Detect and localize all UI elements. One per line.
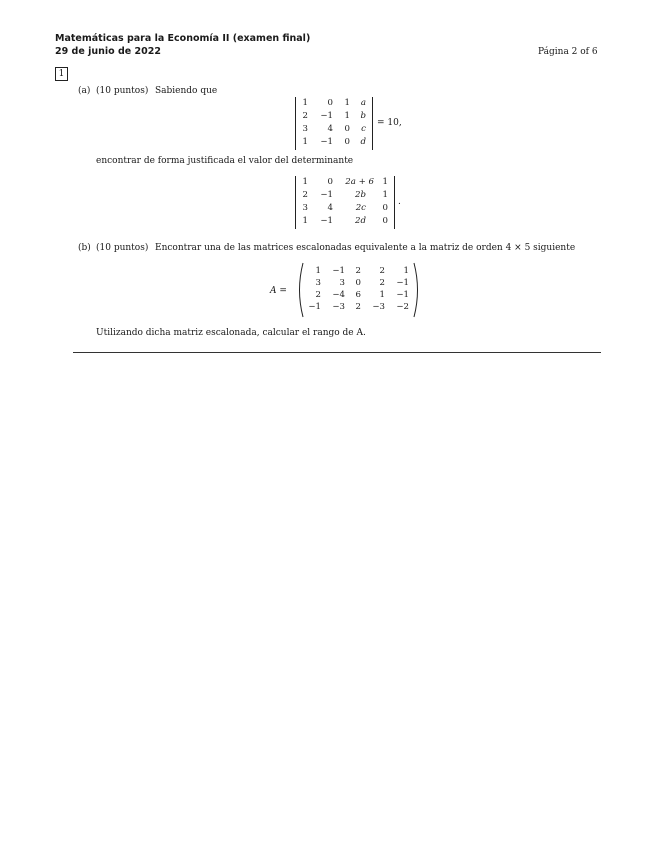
- det1-cell: 4: [327, 124, 333, 134]
- det1-cell: −1: [320, 137, 333, 147]
- part-a-label: (a): [78, 86, 91, 96]
- matrix-cell: 0: [355, 278, 361, 288]
- problem-number-box: 1: [55, 67, 68, 81]
- part-b-label: (b): [78, 243, 91, 253]
- det2-end-period: .: [398, 197, 401, 207]
- det2-cell: 0: [327, 177, 333, 187]
- matrix-cell: 2: [379, 266, 385, 276]
- det2-cell: 2b: [355, 190, 366, 200]
- det2-cell: 2d: [355, 216, 366, 226]
- matrix-right-paren: [412, 262, 422, 318]
- det1-cell: d: [360, 137, 366, 147]
- det1-cell: 0: [344, 124, 350, 134]
- det1-right-bar: [372, 97, 373, 150]
- det2-cell: −1: [320, 216, 333, 226]
- matrix-cell: 3: [339, 278, 345, 288]
- matrix-cell: −1: [396, 278, 409, 288]
- det2-cell: 2c: [355, 203, 366, 213]
- det2-cell: −1: [320, 190, 333, 200]
- det1-left-bar: [295, 97, 296, 150]
- matrix-cell: −1: [332, 266, 345, 276]
- det1-cell: 1: [302, 137, 308, 147]
- part-a-intro: Sabiendo que: [155, 86, 218, 96]
- exam-date: 29 de junio de 2022: [55, 46, 161, 57]
- det1-cell: b: [360, 111, 366, 121]
- det1-cell: 1: [302, 98, 308, 108]
- det2-cell: 1: [302, 216, 308, 226]
- part-b-intro: Encontrar una de las matrices escalonadas equivalente a la matriz de orden 4 × 5 siguiente: [155, 243, 576, 253]
- matrix-cell: 1: [379, 290, 385, 300]
- matrix-cell: −2: [396, 302, 409, 312]
- part-a-middle-text: encontrar de forma justificada el valor del determinante: [96, 156, 354, 166]
- det1-cell: 0: [344, 137, 350, 147]
- matrix-cell: −4: [332, 290, 345, 300]
- page-number: Página 2 of 6: [538, 47, 598, 57]
- det2-cell: 0: [382, 216, 388, 226]
- matrix-cell: −1: [308, 302, 321, 312]
- part-b-closing: Utilizando dicha matriz escalonada, calcular el rango de A.: [96, 328, 366, 338]
- part-b-points: (10 puntos): [96, 243, 149, 253]
- det2-cell: 1: [302, 177, 308, 187]
- det2-left-bar: [295, 176, 296, 229]
- det2-cell: 2a + 6: [345, 177, 374, 187]
- part-a-points: (10 puntos): [96, 86, 149, 96]
- section-divider: [73, 352, 601, 353]
- det2-cell: 4: [327, 203, 333, 213]
- matrix-cell: −3: [372, 302, 385, 312]
- matrix-cell: 2: [355, 302, 361, 312]
- det2-right-bar: [394, 176, 395, 229]
- matrix-cell: 2: [355, 266, 361, 276]
- det1-cell: −1: [320, 111, 333, 121]
- det1-result: = 10,: [377, 118, 402, 128]
- matrix-cell: 3: [315, 278, 321, 288]
- matrix-cell: 2: [379, 278, 385, 288]
- matrix-cell: 6: [355, 290, 361, 300]
- matrix-cell: −3: [332, 302, 345, 312]
- det1-cell: 0: [327, 98, 333, 108]
- det1-cell: 2: [302, 111, 308, 121]
- matrix-name: A =: [270, 286, 287, 296]
- det2-cell: 2: [302, 190, 308, 200]
- matrix-cell: 2: [315, 290, 321, 300]
- det2-cell: 1: [382, 177, 388, 187]
- det1-cell: c: [361, 124, 366, 134]
- matrix-cell: 1: [315, 266, 321, 276]
- det1-cell: 1: [344, 111, 350, 121]
- det2-cell: 3: [302, 203, 308, 213]
- det1-cell: 1: [344, 98, 350, 108]
- det1-cell: a: [360, 98, 366, 108]
- det2-cell: 1: [382, 190, 388, 200]
- matrix-cell: −1: [396, 290, 409, 300]
- exam-title: Matemáticas para la Economía II (examen final): [55, 33, 311, 44]
- det1-cell: 3: [302, 124, 308, 134]
- det2-cell: 0: [382, 203, 388, 213]
- matrix-cell: 1: [403, 266, 409, 276]
